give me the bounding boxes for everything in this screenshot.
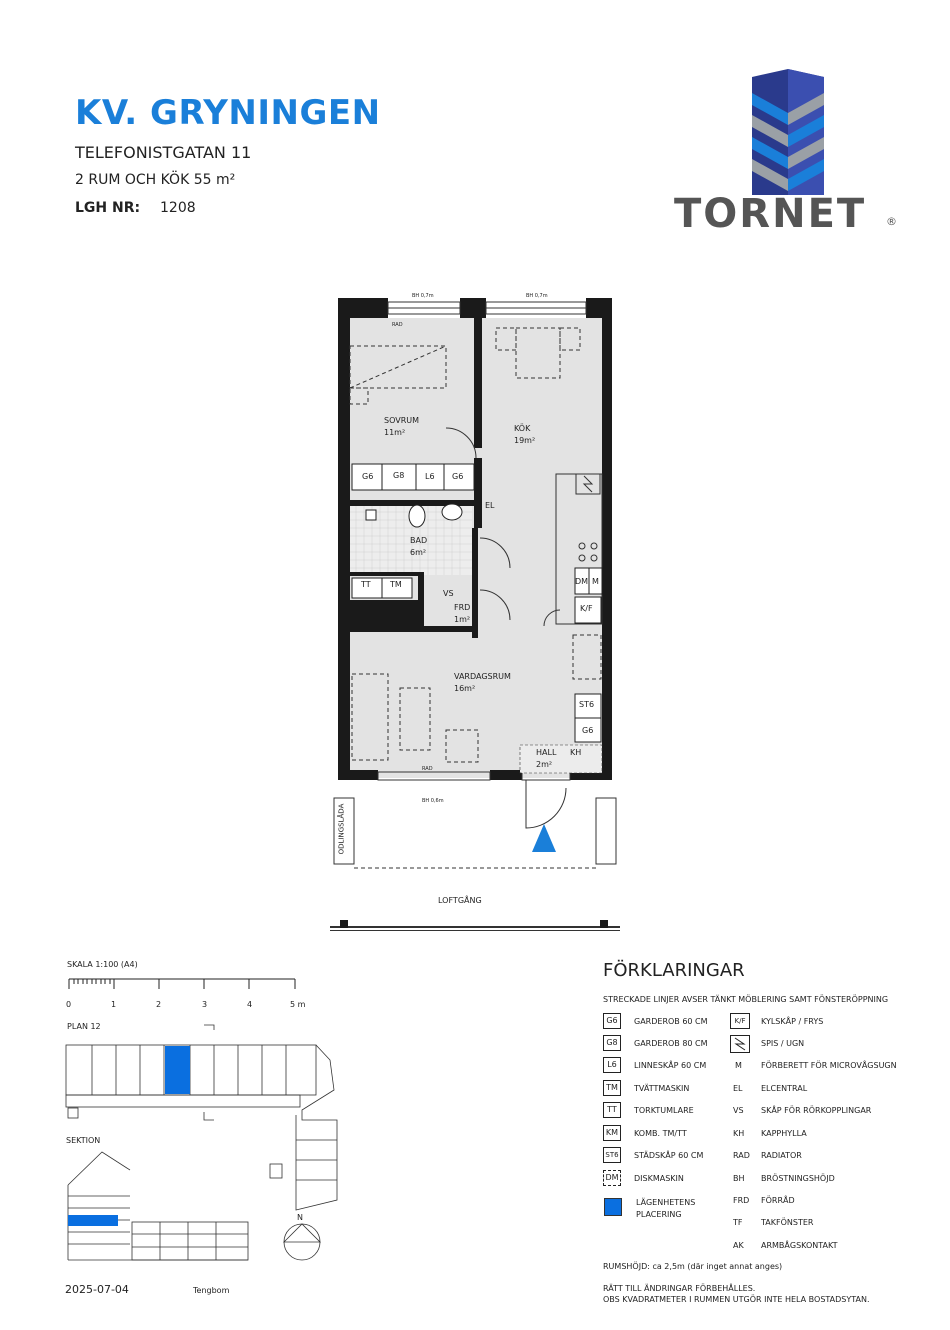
legend-text-tm: TVÄTTMASKIN [634, 1084, 690, 1093]
legend-text-bh: BRÖSTNINGSHÖJD [761, 1174, 835, 1183]
stove-icon [730, 1035, 750, 1053]
scale-tick-0: 0 [66, 1000, 72, 1009]
section-label: SEKTION [66, 1136, 101, 1145]
legend-placement-line2: PLACERING [636, 1210, 682, 1219]
logo-text: TORNET [674, 191, 867, 237]
floor-plan-drawing [330, 290, 620, 940]
scale-bar [67, 975, 307, 993]
legend-code-ak: AK [733, 1241, 744, 1250]
legend-code-frd: FRD [733, 1196, 750, 1205]
legend-text-l6: LINNESKÅP 60 CM [634, 1061, 707, 1070]
legend-code-vs: VS [733, 1106, 744, 1115]
m-label: M [592, 577, 599, 586]
rad-label: RAD [392, 322, 403, 328]
room-sovrum-area: 11m² [384, 428, 406, 437]
legend-text-spis: SPIS / UGN [761, 1039, 805, 1048]
tm-label: TM [390, 580, 402, 589]
legend-code-bh: BH [733, 1174, 745, 1183]
legend-text-st6: STÄDSKÅP 60 CM [634, 1151, 704, 1160]
legend-text-kf: KYLSKÅP / FRYS [761, 1017, 824, 1026]
wardrobe-3: L6 [425, 472, 435, 481]
odlingslada-label: ODLINGSLÅDA [337, 803, 346, 855]
legend-text-vs: SKÅP FÖR RÖRKOPPLINGAR [761, 1106, 872, 1115]
loftgang-label: LOFTGÅNG [438, 896, 482, 905]
room-hall-area: 2m² [536, 760, 553, 769]
room-vardagsrum-name: VARDAGSRUM [454, 672, 511, 681]
legend-text-ak: ARMBÅGSKONTAKT [761, 1241, 838, 1250]
legend-right-column [730, 1013, 920, 1253]
kf-label: K/F [580, 604, 593, 613]
st6-label: ST6 [579, 700, 595, 709]
legend-code-tt: TT [603, 1102, 621, 1118]
room-kok-area: 19m² [514, 436, 536, 445]
legend-code-l6: L6 [603, 1057, 621, 1073]
legend-code-tf: TF [733, 1218, 743, 1227]
legend-code-rad: RAD [733, 1151, 750, 1160]
rights-note-2: OBS KVADRATMETER I RUMMEN UTGÖR INTE HELA BOSTADSYTAN. [603, 1295, 870, 1304]
apartment-description: 2 RUM OCH KÖK 55 m² [75, 172, 236, 188]
room-frd-area: 1m² [454, 615, 471, 624]
scale-tick-2: 2 [156, 1000, 162, 1009]
room-bad-name: BAD [410, 536, 428, 545]
bh-top-right: BH 0,7m [526, 293, 548, 299]
wardrobe-4: G6 [452, 472, 464, 481]
room-bad-area: 6m² [410, 548, 427, 557]
legend-text-el: ELCENTRAL [761, 1084, 808, 1093]
legend-code-tm: TM [603, 1080, 621, 1096]
scale-tick-5: 5 m [290, 1000, 306, 1009]
legend-placement-swatch [604, 1198, 622, 1216]
legend-text-tt: TORKTUMLARE [634, 1106, 694, 1115]
legend-text-dm: DISKMASKIN [634, 1174, 684, 1183]
legend-code-m: M [735, 1061, 742, 1070]
address: TELEFONISTGATAN 11 [75, 143, 252, 162]
legend-code-dm: DM [603, 1170, 621, 1186]
ceiling-height-note: RUMSHÖJD: ca 2,5m (där inget annat anges) [603, 1262, 783, 1271]
scale-tick-3: 3 [202, 1000, 208, 1009]
legend-text-rad: RADIATOR [761, 1151, 802, 1160]
apartment-number-label: LGH NR: [75, 200, 141, 216]
legend-text-g6: GARDEROB 60 CM [634, 1017, 708, 1026]
kh-label: KH [570, 748, 582, 757]
room-sovrum-name: SOVRUM [384, 416, 420, 425]
legend-text-tf: TAKFÖNSTER [761, 1218, 814, 1227]
legend-code-kh: KH [733, 1129, 745, 1138]
firm: Tengbom [193, 1286, 230, 1295]
legend-code-g6: G6 [603, 1013, 621, 1029]
logo-registered: ® [886, 215, 897, 228]
legend-text-g8: GARDEROB 80 CM [634, 1039, 708, 1048]
date: 2025-07-04 [65, 1283, 129, 1296]
legend-code-st6: ST6 [603, 1147, 621, 1163]
legend-note: STRECKADE LINJER AVSER TÄNKT MÖBLERING SAMT FÖNSTERÖPPNING [603, 995, 889, 1004]
legend-code-km: KM [603, 1125, 621, 1141]
legend-text-kh: KAPPHYLLA [761, 1129, 807, 1138]
legend-placement-line1: LÄGENHETENS [636, 1198, 696, 1207]
project-title: KV. GRYNINGEN [75, 93, 381, 133]
dm-label: DM [575, 577, 589, 586]
north-label: N [297, 1213, 303, 1222]
plan-label: PLAN 12 [67, 1022, 101, 1031]
g6-right-label: G6 [582, 726, 594, 735]
building-key-plan [62, 1020, 342, 1270]
room-kok-name: KÖK [514, 424, 531, 433]
rad-label-2: RAD [422, 766, 433, 772]
bh-bottom: BH 0,6m [422, 798, 444, 804]
room-frd-name: FRD [454, 603, 471, 612]
el-label: EL [485, 501, 495, 510]
legend-text-frd: FÖRRÅD [761, 1196, 795, 1205]
floor-plan [330, 290, 620, 940]
legend-title: FÖRKLARINGAR [603, 960, 745, 981]
legend-code-el: EL [733, 1084, 743, 1093]
legend-code-kf: K/F [730, 1013, 750, 1029]
room-hall-name: HALL [536, 748, 557, 757]
legend-left-column [603, 1013, 733, 1228]
wardrobe-2: G8 [393, 471, 405, 480]
wardrobe-1: G6 [362, 472, 374, 481]
legend-text-m: FÖRBERETT FÖR MICROVÅGSUGN [761, 1061, 897, 1070]
scale-label: SKALA 1:100 (A4) [67, 960, 138, 969]
bh-top-left: BH 0,7m [412, 293, 434, 299]
legend-code-g8: G8 [603, 1035, 621, 1051]
tornet-logo [670, 65, 910, 235]
scale-tick-1: 1 [111, 1000, 117, 1009]
room-vardagsrum-area: 16m² [454, 684, 476, 693]
vs-label: VS [443, 589, 454, 598]
legend-text-km: KOMB. TM/TT [634, 1129, 687, 1138]
apartment-number: 1208 [160, 200, 196, 216]
rights-note-1: RÄTT TILL ÄNDRINGAR FÖRBEHÅLLES. [603, 1284, 756, 1293]
tt-label: TT [361, 580, 371, 589]
scale-tick-4: 4 [247, 1000, 253, 1009]
